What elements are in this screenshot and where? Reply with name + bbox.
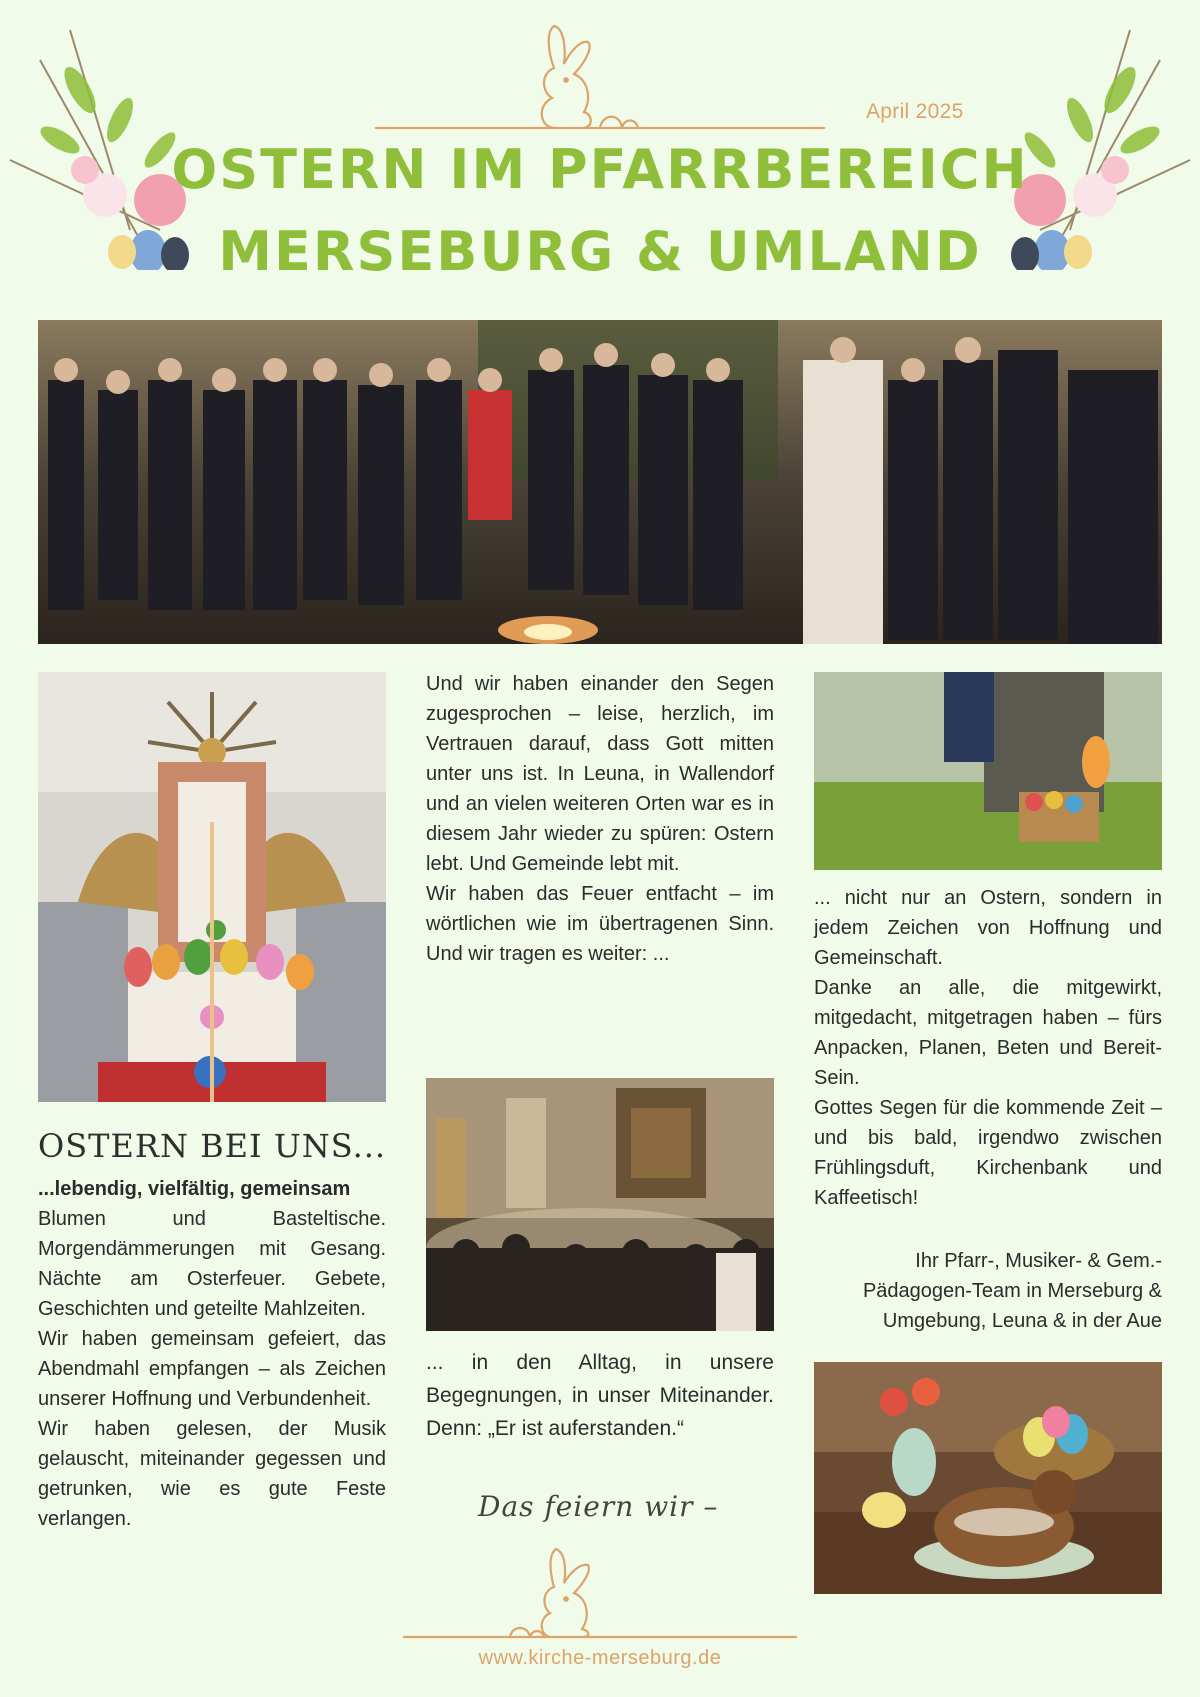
column2-text-top	[426, 669, 774, 969]
column1-paragraph-2: Wir haben gemeinsam gefeiert, das Abendmahl empfangen – als Zeichen unserer Hoffnung und Verbundenheit.	[38, 1328, 386, 1410]
column3-text	[814, 883, 1162, 1213]
team-signature: Ihr Pfarr-, Musiker- & Gem.-Pädagogen-Team in Merseburg & Umgebung, Leuna & in der Aue	[862, 1250, 1162, 1332]
issue-date: April 2025	[866, 100, 964, 123]
easter-basket-photo	[814, 672, 1162, 870]
group-easter-fire-photo	[38, 320, 1162, 644]
church-altar-photo	[38, 672, 386, 1102]
column2-text-bottom	[426, 1346, 774, 1445]
column2-after-photo: ... in den Alltag, in unsere Begegnungen, in unser Miteinander. Denn: „Er ist auferstanden.“	[426, 1351, 774, 1440]
column3-paragraph-2: Danke an alle, die mitgewirkt, mitgedacht, mitgetragen haben – fürs Anpacken, Planen, Beten und Bereit-Sein.	[814, 977, 1162, 1089]
column3-paragraph-3: Gottes Segen für die kommende Zeit – und bis bald, irgendwo zwischen Frühlingsduft, Kirchenbank und Kaffeetisch!	[814, 1097, 1162, 1209]
column2-paragraph-1: Und wir haben einander den Segen zugesprochen – leise, herzlich, im Vertrauen darauf, dass Gott mitten unter uns ist. In Leuna, in Wallendorf und an vielen weiteren Orten war es in diesem Jahr wieder zu spüren: Ostern lebt. Und Gemeinde lebt mit.	[426, 673, 774, 875]
section-heading: OSTERN BEI UNS...	[38, 1127, 387, 1165]
website-link[interactable]: www.kirche-merseburg.de	[478, 1647, 722, 1669]
bunny-logo-bottom	[400, 1545, 800, 1641]
column1-text	[38, 1174, 386, 1534]
church-interior-photo	[426, 1078, 774, 1331]
page-title-line2: MERSEBURG & UMLAND	[218, 220, 982, 283]
page-title-line1: OSTERN IM PFARRBEREICH	[171, 138, 1029, 201]
column1-paragraph-1: Blumen und Basteltische. Morgendämmerungen mit Gesang. Nächte am Osterfeuer. Gebete, Geschichten und geteilte Mahlzeiten.	[38, 1208, 386, 1320]
column1-paragraph-3: Wir haben gelesen, der Musik gelauscht, miteinander gegessen und getrunken, wie es gute Feste verlangen.	[38, 1418, 386, 1530]
closing-script-line: Das feiern wir –	[478, 1490, 719, 1523]
section-subheading: ...lebendig, vielfältig, gemeinsam	[38, 1178, 351, 1200]
column3-paragraph-1: ... nicht nur an Ostern, sondern in jedem Zeichen von Hoffnung und Gemeinschaft.	[814, 887, 1162, 969]
easter-lamb-cake-photo	[814, 1362, 1162, 1594]
column2-paragraph-2: Wir haben das Feuer entfacht – im wörtlichen wie im übertragenen Sinn. Und wir tragen es weiter: ...	[426, 883, 774, 965]
bunny-logo-top	[370, 22, 830, 132]
